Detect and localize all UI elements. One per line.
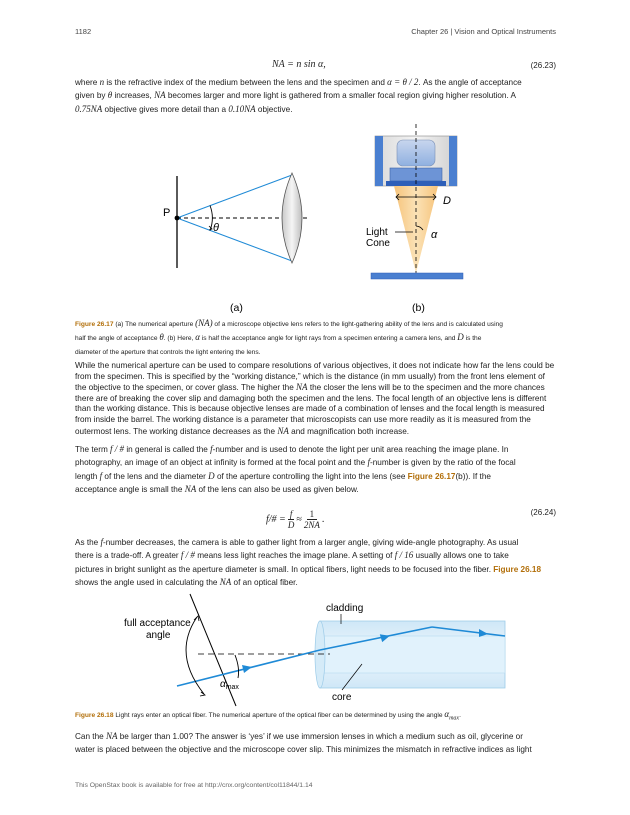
equation-number-26-23: (26.23) (530, 61, 556, 70)
alpha-max-arc (235, 655, 239, 678)
equation-26-24: f/# = $\frac{f}{D}$ ≈ $\frac{1}{2NA}$ . (266, 509, 325, 530)
point-p-label: P (163, 207, 171, 219)
alpha-max-label: $\alpha_{max}$ (220, 679, 239, 691)
optical-fiber-diagram (124, 594, 505, 706)
fiber-end-face (315, 621, 325, 688)
angle-label: angle (146, 630, 171, 641)
paragraph-na-definition: where n is the refractive index of the medium between the lens and the specimen and α = θ / 2. As the angle of acceptance given by θ increases, NA becomes larger and more light is gathered from a smaller focal region giving higher resolution. A 0.75NA objective gives more detail than a 0.10NA objective. (75, 77, 522, 114)
housing-left-band (375, 136, 383, 186)
chapter-title: Chapter 26 | Vision and Optical Instruments (411, 27, 556, 36)
panel-a-label: (a) (230, 302, 243, 314)
cladding-label: cladding (326, 603, 364, 614)
page-number: 1182 (75, 27, 92, 36)
housing-right-band (449, 136, 457, 186)
paragraph-immersion: Can the NA be larger than 1.00? The answer is ‘yes’ if we use immersion lenses in which a medium such as oil, glycerine or water is placed between the objective and the microscope cover slip. This minimizes the mismatch in refractive indices as light (75, 731, 532, 755)
upper-ray (177, 175, 292, 218)
panel-b-label: (b) (412, 302, 425, 314)
paragraph-working-distance: While the numerical aperture can be used to compare resolutions of various objectives, it does not indicate how far the lens could be from the specimen. This is specified by the “working distance,” which is the distance (in mm usually) from the front lens element of the objective to the specimen, or cover glass. The higher the NA the closer the lens will be to the specimen and the more chances there are of breaking the cover slip and damaging both the specimen and the lens. The focal length of an objective lens is different than the working distance. This is because objective lenses are made of a combination of lenses and the focal length is measured from inside the barrel. The working distance is a parameter that microscopists can use more readily as it is measured from the outermost lens. The working distance decreases as the NA and magnification both increase. (75, 361, 555, 436)
panel-a-diagram (163, 173, 308, 268)
paragraph-f-number: The term f / # in general is called the f-number and is used to denote the light per unit area reaching the image plane. In photography, an image of an object at infinity is formed at the focal point and the f-number is given by the ratio of the focal length f of the lens and the diameter D of the aperture controlling the light into the lens (see Figure 26.17(b)). If the acceptance angle is small the NA of the lens can also be used as given below. (75, 444, 516, 495)
theta-arc (210, 206, 212, 231)
fiber-core (320, 636, 505, 673)
paragraph-trade-off: As the f-number decreases, the camera is able to gather light from a larger angle, giving wide-angle photography. As usual there is a trade-off. A greater f / # means less light reaches the image plane. A setting of f / 16 usually allows one to take pictures in bright sunlight as the aperture diameter is small. In optical fibers, light needs to be focused into the fiber. Figure 26.18 shows the angle used in calculating the NA of an optical fiber. (75, 537, 542, 588)
d-label: D (443, 195, 451, 207)
cone-label: Cone (366, 238, 390, 249)
light-label: Light (366, 227, 388, 238)
figure-26-18 (0, 590, 630, 710)
caption-figure-26-17: Figure 26.17 (a) The numerical aperture (NA) of a microscope objective lens refers to the light-gathering ability of the lens and is calculated using half the angle of acceptance θ. (b) Here, α is half the acceptance angle for light rays from a specimen entering a camera lens, and D is the diameter of the aperture that controls the light entering the lens. (75, 318, 503, 356)
point-p-dot (175, 216, 180, 221)
core-label: core (332, 692, 352, 703)
theta-label: θ (213, 222, 219, 234)
footer-license: This OpenStax book is available for free at http://cnx.org/content/col11844/1.14 (75, 782, 313, 789)
equation-26-23: NA = n sin α, (272, 59, 326, 70)
lower-ray (177, 218, 292, 261)
caption-figure-26-18: Figure 26.18 Light rays enter an optical fiber. The numerical aperture of the optical fiber can be determined by using the angle $\alpha_{max}$. (75, 709, 461, 722)
figure-26-17 (0, 120, 630, 320)
incident-ray-arrowhead (242, 665, 252, 673)
objective-lens-shape (282, 173, 302, 263)
figure-26-18-link[interactable]: Figure 26.18 (493, 564, 542, 574)
panel-b-diagram (366, 124, 463, 279)
specimen-slide (371, 273, 463, 279)
full-acceptance-label: full acceptance (124, 618, 191, 629)
equation-number-26-24: (26.24) (530, 508, 556, 517)
alpha-label: α (431, 229, 438, 241)
figure-26-17-link[interactable]: Figure 26.17 (407, 471, 456, 481)
